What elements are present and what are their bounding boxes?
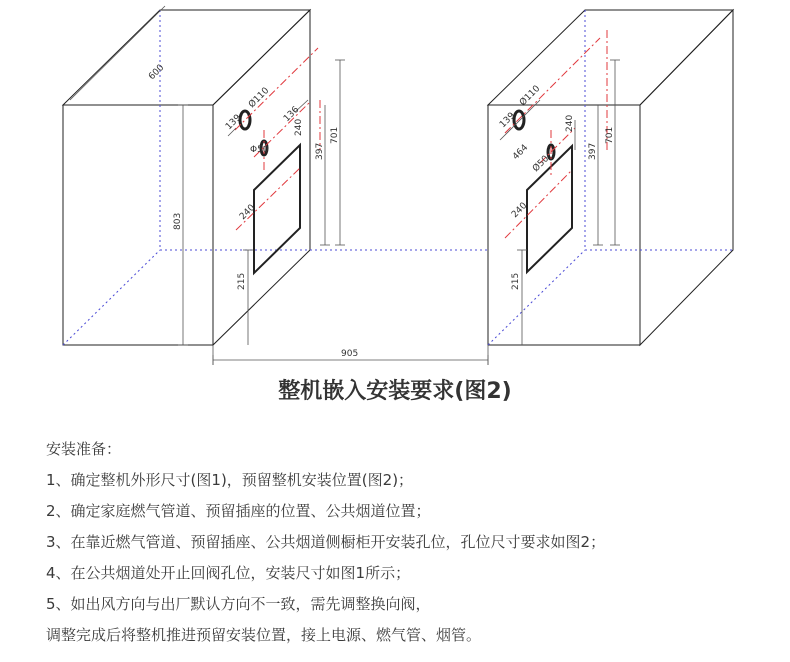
notes-heading: 安装准备：: [46, 440, 122, 458]
right-dim-701: 701: [605, 126, 615, 144]
note-line: 3、在靠近燃气管道、预留插座、公共烟道侧橱柜开安装孔位，孔位尺寸要求如图2；: [46, 533, 606, 551]
right-cabinet-top-face: [488, 10, 733, 105]
left-centerlines: [235, 48, 320, 230]
diagram-caption: 整机嵌入安装要求(图2): [278, 379, 512, 404]
left-rect-opening: [254, 145, 300, 273]
right-dim-240-diag: 240: [510, 200, 530, 221]
left-cutout: [240, 111, 300, 273]
note-line: 5、如出风方向与出厂默认方向不一致，需先调整换向阀，: [46, 595, 431, 613]
left-dim-701: 701: [330, 126, 340, 144]
left-cabinet-top-face: [63, 10, 310, 105]
left-dim-240-top: 240: [294, 118, 304, 136]
note-line: 调整完成后将整机推进预留安装位置，接上电源、燃气管、烟管。: [46, 626, 482, 644]
left-large-hole-label: Ø110: [247, 85, 272, 111]
right-dim-240-top: 240: [565, 114, 575, 132]
right-large-hole-label: Ø110: [518, 83, 543, 109]
right-dimensions: [488, 60, 620, 365]
note-line: 2、确定家庭燃气管道、预留插座的位置、公共烟道位置；: [46, 502, 431, 520]
left-dim-397: 397: [315, 142, 325, 160]
right-dim-215: 215: [511, 272, 521, 290]
left-small-hole-label: Φ50: [250, 145, 269, 155]
right-cabinet-hidden-edges: [310, 10, 733, 345]
left-dim-139: 139: [224, 112, 244, 133]
left-dim-215: 215: [237, 272, 247, 290]
left-cabinet-side-face: [213, 10, 310, 345]
left-cabinet-front-face: [63, 105, 213, 345]
left-depth-label: 600: [147, 62, 167, 83]
right-small-hole-label: Ø50: [531, 153, 552, 175]
right-cutout: [514, 111, 572, 272]
note-line: 4、在公共烟道处开止回阀孔位，安装尺寸如图1所示；: [46, 564, 411, 582]
left-dim-240-diag: 240: [238, 202, 258, 223]
right-large-hole: [514, 111, 524, 129]
left-cabinet-hidden-edges: [63, 10, 310, 345]
left-dimensions: [70, 6, 345, 365]
note-line: 1、确定整机外形尺寸(图1)，预留整机安装位置(图2)；: [46, 471, 414, 489]
right-cabinet-front-face: [488, 105, 640, 345]
installation-notes: [46, 434, 786, 651]
right-dim-397: 397: [588, 142, 598, 160]
right-dim-139: 139: [498, 110, 518, 131]
gap-label: 905: [341, 349, 359, 359]
left-dim-136: 136: [282, 104, 302, 125]
left-height-label: 803: [173, 212, 183, 230]
left-cabinet: [63, 10, 310, 345]
right-cabinet-side-face: [640, 10, 733, 345]
right-dim-464: 464: [511, 142, 531, 163]
